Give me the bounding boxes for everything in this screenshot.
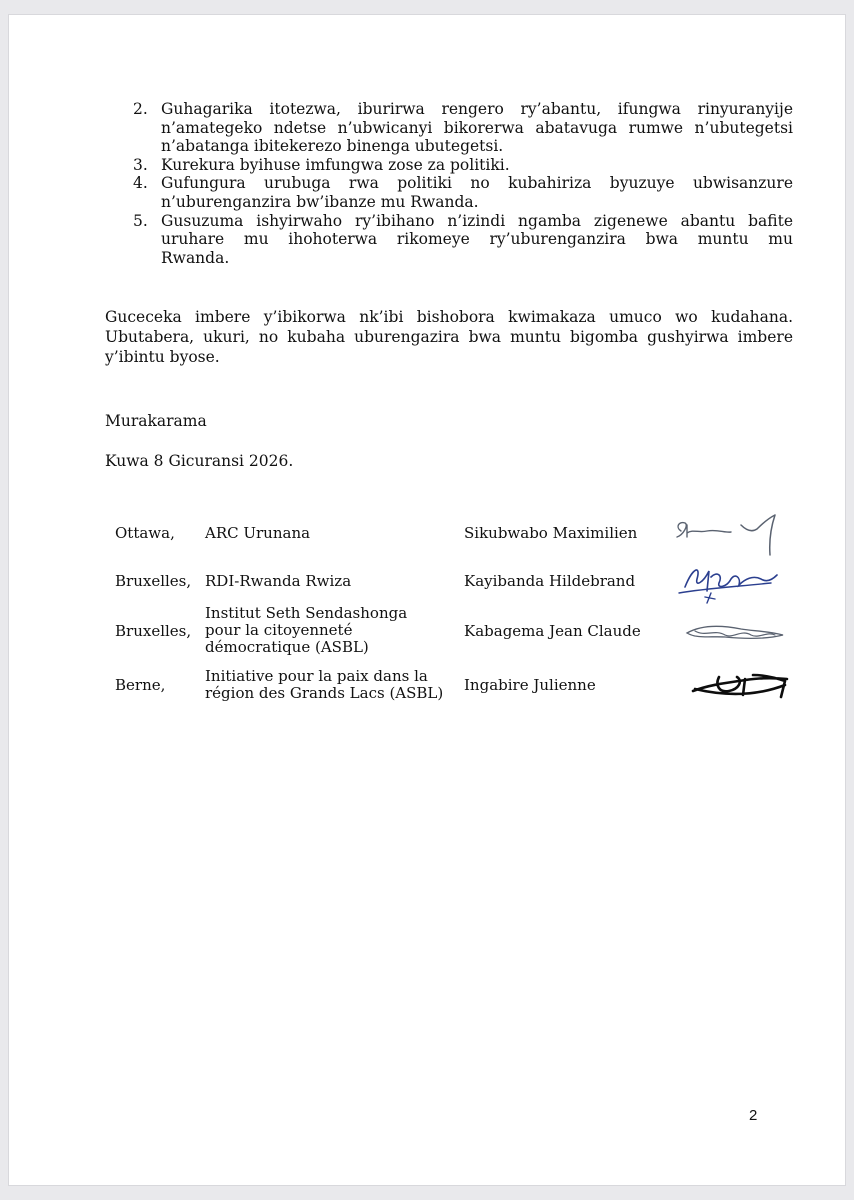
signatory-organization: RDI-Rwanda Rwiza	[205, 572, 352, 590]
body-paragraph	[105, 307, 793, 367]
signatory-name: Kayibanda Hildebrand	[464, 572, 636, 590]
signatory-city: Bruxelles,	[115, 622, 192, 640]
list-item	[113, 212, 793, 268]
signatory-organization	[205, 605, 407, 656]
paragraph-line: Guceceka imbere y’ibikorwa nk’ibi bishobora kwimakaza umuco wo kudahana.	[105, 308, 793, 326]
list-item-number: 4.	[133, 174, 148, 193]
signatory-city: Berne,	[115, 676, 166, 694]
list-item-line: n’abatanga ibitekerezo binenga ubutegetsi.	[161, 137, 504, 156]
list-item-line: Guhagarika itotezwa, iburirwa rengero ry’abantu, ifungwa rinyuranyije	[161, 100, 793, 118]
organization-line: démocratique (ASBL)	[205, 638, 369, 656]
list-item-line: n’amategeko ndetse n’ubwicanyi bikorerwa abatavuga rumwe n’ubutegetsi	[161, 118, 793, 137]
list-item-line: Gusuzuma ishyirwaho ry’ibihano n’izindi ngamba zigenewe abantu bafite	[161, 211, 793, 230]
organization-line: Institut Seth Sendashonga	[205, 604, 408, 622]
list-item-line: Rwanda.	[161, 248, 230, 267]
signatory-city: Bruxelles,	[115, 572, 192, 590]
salutation: Murakarama	[105, 412, 207, 430]
list-item-line: uruhare mu ihohoterwa rikomeye ry’uburenganzira bwa muntu mu	[161, 230, 793, 249]
page-number: 2	[749, 1107, 758, 1124]
list-item-line: n’uburenganzira bw’ibanze mu Rwanda.	[161, 192, 479, 211]
signatory-city: Ottawa,	[115, 524, 175, 542]
signature-ingabire	[689, 667, 793, 701]
paragraph-line: Ubutabera, ukuri, no kubaha uburengazira bwa muntu bigomba gushyirwa imbere	[105, 328, 793, 346]
signatory-name: Kabagema Jean Claude	[464, 622, 641, 640]
list-item	[113, 100, 793, 156]
organization-line: Initiative pour la paix dans la	[205, 667, 428, 685]
signatory-name: Ingabire Julienne	[464, 676, 596, 694]
list-item-line: Gufungura urubuga rwa politiki no kubahiriza byuzuye ubwisanzure	[161, 174, 793, 193]
list-item	[113, 174, 793, 211]
letter-date: Kuwa 8 Gicuransi 2026.	[105, 452, 294, 470]
demands-list	[113, 100, 793, 267]
signature-kayibanda	[671, 557, 783, 607]
document-page	[8, 14, 846, 1186]
list-item-number: 5.	[133, 211, 148, 230]
paragraph-line: y’ibintu byose.	[105, 348, 220, 366]
organization-line: région des Grands Lacs (ASBL)	[205, 684, 444, 702]
organization-line: pour la citoyenneté	[205, 621, 353, 639]
list-item-number: 3.	[133, 155, 148, 174]
list-item-number: 2.	[133, 100, 148, 118]
signatory-organization	[205, 668, 443, 702]
list-item	[113, 156, 793, 175]
signatory-name: Sikubwabo Maximilien	[464, 524, 638, 542]
signature-kabagema	[681, 617, 787, 649]
signatory-organization: ARC Urunana	[205, 524, 311, 542]
list-item-line: Kurekura byihuse imfungwa zose za politiki.	[161, 155, 510, 174]
